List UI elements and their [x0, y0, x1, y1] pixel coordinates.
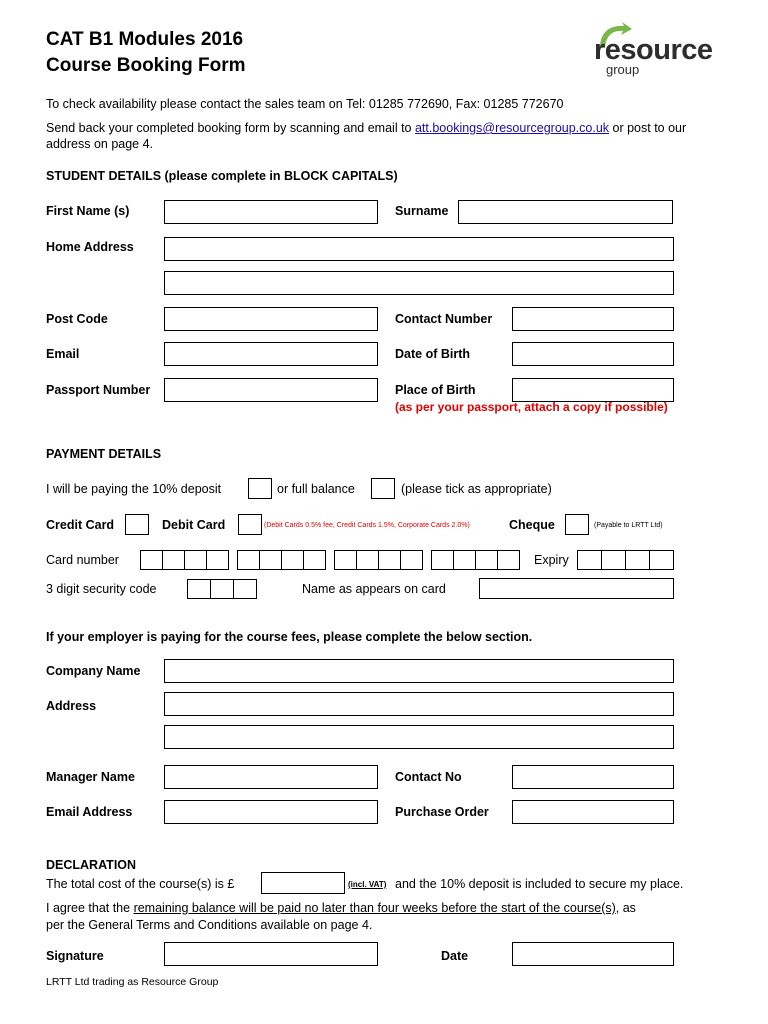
company-name-label: Company Name — [46, 664, 141, 678]
surname-field[interactable] — [458, 200, 673, 224]
card-digit-cell[interactable] — [378, 550, 401, 570]
booking-email-link[interactable]: att.bookings@resourcegroup.co.uk — [414, 121, 610, 135]
expiry-digit-cell[interactable] — [625, 550, 650, 570]
email-field[interactable] — [164, 342, 378, 366]
card-number-label: Card number — [46, 553, 119, 567]
card-digit-cell[interactable] — [475, 550, 498, 570]
payment-details-heading: PAYMENT DETAILS — [46, 447, 162, 461]
card-digit-cell[interactable] — [237, 550, 260, 570]
signature-label: Signature — [46, 949, 104, 963]
agree-suffix: , as — [615, 901, 636, 915]
surname-label: Surname — [395, 204, 449, 218]
expiry-field[interactable] — [578, 550, 674, 570]
email-address-field[interactable] — [164, 800, 378, 824]
send-back-text-line2: address on page 4. — [46, 137, 154, 151]
total-cost-suffix: and the 10% deposit is included to secure my place. — [395, 877, 684, 891]
name-on-card-label: Name as appears on card — [302, 582, 446, 596]
agreement-text — [46, 900, 636, 916]
send-prefix: Send back your completed booking form by scanning and email to — [46, 121, 415, 135]
expiry-digit-cell[interactable] — [577, 550, 602, 570]
expiry-digit-cell[interactable] — [601, 550, 626, 570]
card-digit-cell[interactable] — [431, 550, 454, 570]
manager-name-label: Manager Name — [46, 770, 135, 784]
company-name-field[interactable] — [164, 659, 674, 683]
contact-number-label: Contact Number — [395, 312, 493, 326]
security-digit-cell[interactable] — [233, 579, 257, 599]
card-digit-cell[interactable] — [184, 550, 207, 570]
cheque-label: Cheque — [509, 518, 555, 532]
passport-number-label: Passport Number — [46, 383, 151, 397]
full-balance-text: or full balance — [277, 482, 355, 496]
incl-vat-note: (incl. VAT) — [348, 880, 387, 889]
date-field[interactable] — [512, 942, 674, 966]
email-address-label: Email Address — [46, 805, 133, 819]
manager-name-field[interactable] — [164, 765, 378, 789]
logo-wordmark: resource — [594, 34, 713, 66]
contact-number-field[interactable] — [512, 307, 674, 331]
tick-note: (please tick as appropriate) — [401, 482, 552, 496]
first-name-label: First Name (s) — [46, 204, 130, 218]
card-fees-note: (Debit Cards 0.5% fee, Credit Cards 1.5%, Corporate Cards 2.0%) — [264, 522, 470, 529]
expiry-digit-cell[interactable] — [649, 550, 674, 570]
company-address-field-2[interactable] — [164, 725, 674, 749]
agree-underlined: remaining balance will be paid no later than four weeks before the start of the course(s) — [133, 901, 616, 915]
form-subtitle: Course Booking Form — [46, 55, 246, 76]
card-digit-cell[interactable] — [162, 550, 185, 570]
home-address-label: Home Address — [46, 240, 134, 254]
debit-card-label: Debit Card — [162, 518, 226, 532]
place-of-birth-label: Place of Birth — [395, 383, 476, 397]
total-cost-prefix: The total cost of the course(s) is £ — [46, 877, 235, 891]
logo-subtext: group — [606, 62, 640, 77]
declaration-heading: DECLARATION — [46, 858, 137, 872]
deposit-checkbox[interactable] — [248, 478, 272, 499]
card-digit-cell[interactable] — [206, 550, 229, 570]
card-digit-cell[interactable] — [281, 550, 304, 570]
card-number-group-4[interactable] — [432, 550, 520, 570]
card-digit-cell[interactable] — [334, 550, 357, 570]
card-digit-cell[interactable] — [356, 550, 379, 570]
home-address-field-2[interactable] — [164, 271, 674, 295]
date-label: Date — [441, 949, 469, 963]
total-cost-field[interactable] — [261, 872, 345, 894]
employer-heading: If your employer is paying for the course fees, please complete the below section. — [46, 630, 533, 644]
agreement-text-line2: per the General Terms and Conditions available on page 4. — [46, 918, 373, 932]
email-label: Email — [46, 347, 80, 361]
card-digit-cell[interactable] — [303, 550, 326, 570]
form-title: CAT B1 Modules 2016 — [46, 29, 244, 50]
security-digit-cell[interactable] — [187, 579, 211, 599]
card-digit-cell[interactable] — [400, 550, 423, 570]
purchase-order-label: Purchase Order — [395, 805, 489, 819]
passport-note: (as per your passport, attach a copy if possible) — [395, 400, 668, 414]
credit-card-checkbox[interactable] — [125, 514, 149, 535]
contact-no-label: Contact No — [395, 770, 462, 784]
debit-card-checkbox[interactable] — [238, 514, 262, 535]
signature-field[interactable] — [164, 942, 378, 966]
footer-text: LRTT Ltd trading as Resource Group — [46, 976, 219, 988]
post-code-label: Post Code — [46, 312, 108, 326]
card-number-group-2[interactable] — [238, 550, 326, 570]
card-digit-cell[interactable] — [140, 550, 163, 570]
company-address-field-1[interactable] — [164, 692, 674, 716]
deposit-text: I will be paying the 10% deposit — [46, 482, 222, 496]
full-balance-checkbox[interactable] — [371, 478, 395, 499]
purchase-order-field[interactable] — [512, 800, 674, 824]
agree-prefix: I agree that the — [46, 901, 134, 915]
student-details-heading: STUDENT DETAILS (please complete in BLOCK CAPITALS) — [46, 169, 398, 183]
credit-card-label: Credit Card — [46, 518, 115, 532]
card-digit-cell[interactable] — [453, 550, 476, 570]
home-address-field-1[interactable] — [164, 237, 674, 261]
card-digit-cell[interactable] — [497, 550, 520, 570]
security-code-field[interactable] — [188, 579, 257, 599]
card-number-group-1[interactable] — [141, 550, 229, 570]
security-code-label: 3 digit security code — [46, 582, 157, 596]
resource-group-logo — [594, 22, 734, 82]
cheque-note: (Payable to LRTT Ltd) — [594, 522, 663, 529]
expiry-label: Expiry — [534, 553, 569, 567]
name-on-card-field[interactable] — [479, 578, 674, 599]
contact-availability-text: To check availability please contact the sales team on Tel: 01285 772690, Fax: 01285 772670 — [46, 97, 564, 111]
security-digit-cell[interactable] — [210, 579, 234, 599]
date-of-birth-field[interactable] — [512, 342, 674, 366]
company-address-label: Address — [46, 699, 97, 713]
passport-number-field[interactable] — [164, 378, 378, 402]
contact-no-field[interactable] — [512, 765, 674, 789]
post-code-field[interactable] — [164, 307, 378, 331]
card-number-group-3[interactable] — [335, 550, 423, 570]
send-back-text — [46, 120, 686, 136]
cheque-checkbox[interactable] — [565, 514, 589, 535]
date-of-birth-label: Date of Birth — [395, 347, 470, 361]
first-name-field[interactable] — [164, 200, 378, 224]
card-digit-cell[interactable] — [259, 550, 282, 570]
send-suffix: or post to our — [609, 121, 687, 135]
